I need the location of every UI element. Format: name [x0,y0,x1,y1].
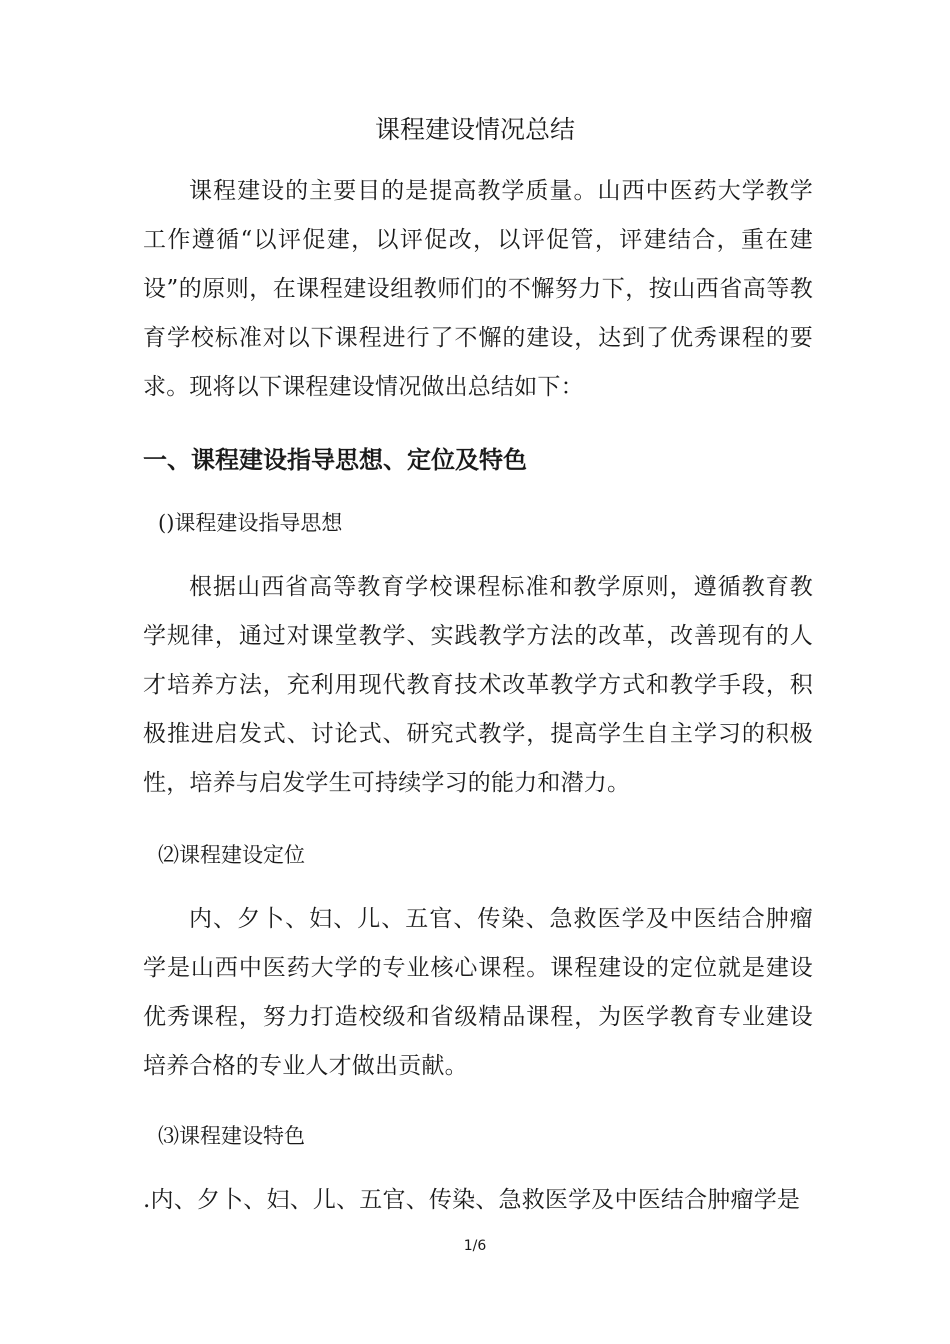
guiding-ideas-paragraph: 根据山西省高等教育学校课程标准和教学原则，遵循教育教学规律，通过对课堂教学、实践教学方法的改革，改善现有的人才培养方法，充利用现代教育技术改革教学方式和教学手段，积极推进启发式、讨论式、研究式教学，提高学生自主学习的积极性，培养与启发学生可持续学习的能力和潜力。 [143,574,813,796]
intro-paragraph: 课程建设的主要目的是提高教学质量。山西中医药大学教学工作遵循“以评促建，以评促改，以评促管，评建结合，重在建设”的原则，在课程建设组教师们的不懈努力下，按山西省高等教育学校标准对以下课程进行了不懈的建设，达到了优秀课程的要求。现将以下课程建设情况做出总结如下： [143,178,813,400]
section-heading-1: 一、课程建设指导思想、定位及特色 [143,446,527,474]
subheading-guiding-ideas: ()课程建设指导思想 [158,511,343,535]
positioning-paragraph: 内、夕卜、妇、儿、五官、传染、急救医学及中医结合肿瘤学是山西中医药大学的专业核心课程。课程建设的定位就是建设优秀课程，努力打造校级和省级精品课程，为医学教育专业建设培养合格的专业人才做出贡献。 [143,906,813,1079]
page-number: 1/6 [463,1238,487,1254]
subheading-positioning: ⑵课程建设定位 [158,843,305,867]
subheading-features: ⑶课程建设特色 [158,1124,305,1148]
document-title: 课程建设情况总结 [374,115,575,144]
features-paragraph-first-line: .内、夕卜、妇、儿、五官、传染、急救医学及中医结合肿瘤学是 [143,1187,801,1213]
